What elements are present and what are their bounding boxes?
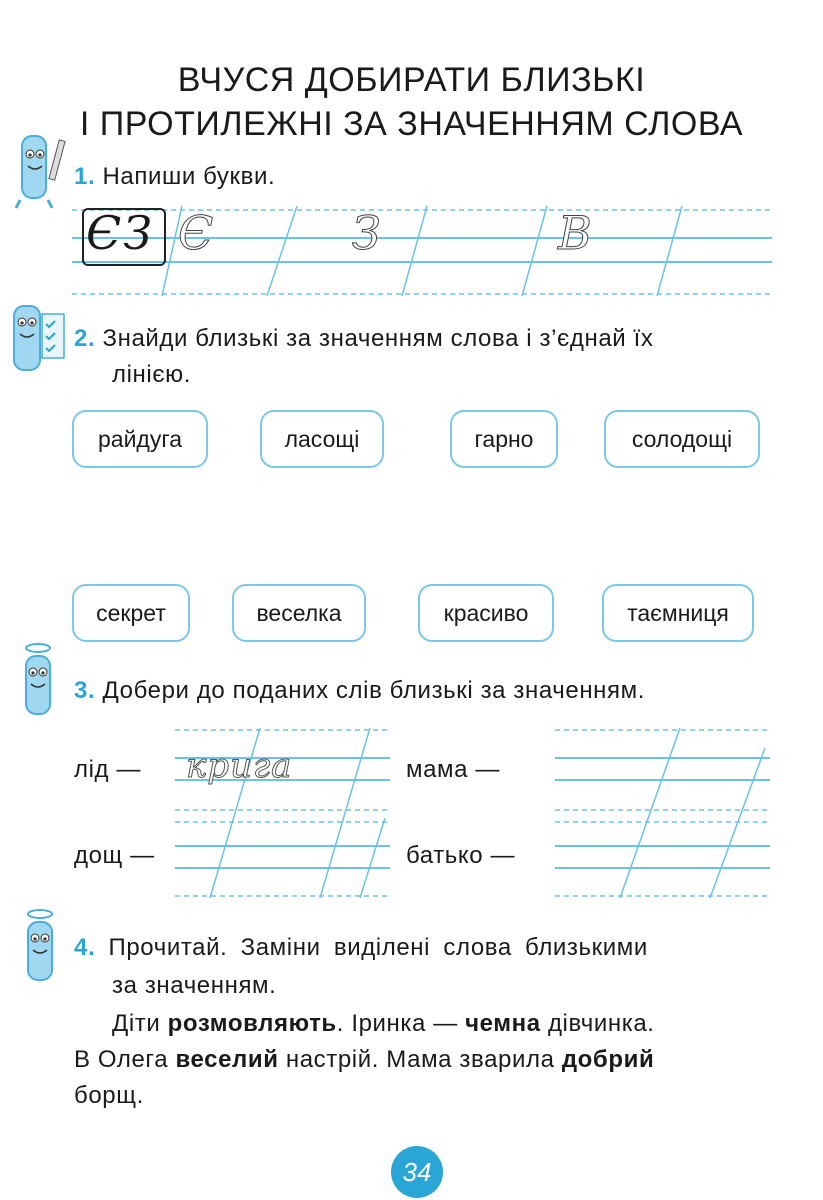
page-title-line2: І ПРОТИЛЕЖНІ ЗА ЗНАЧЕННЯМ СЛОВА [79,105,744,143]
bold-word-1: розмовляють [167,1010,337,1037]
task3-number: 3. [74,677,96,704]
task4-paragraph-line1: Діти розмовляють. Іринка — чемна дівчинка. [112,1010,655,1037]
task1-instruction [74,162,275,192]
task2-text-line1: Знайди близькі за значенням слова і з’єднай їх [102,325,654,352]
word-box-bottom-3[interactable]: красиво [418,584,554,642]
task4-text-line1: Прочитай. Заміни виділені слова близькими [108,934,648,961]
task3-word-1: лід — [74,756,142,783]
task4-number: 4. [74,934,96,961]
task2-text-line2: лінією. [112,361,192,388]
task3-word-2: мама — [406,756,500,783]
task4-paragraph-line3: борщ. [74,1082,144,1109]
word-box-bottom-1[interactable]: секрет [72,584,190,642]
bold-word-2: чемна [465,1010,541,1037]
traced-letter-1: Є [178,206,214,260]
bold-word-4: добрий [561,1046,655,1073]
word-box-top-4[interactable]: солодощі [604,410,760,468]
traced-letter-2: З [352,206,381,260]
bold-word-3: веселий [175,1046,279,1073]
task1-text: Напиши букви. [102,163,276,190]
task3-word-3: дощ — [74,842,155,869]
page-number: 34 [391,1146,443,1198]
mascot-angel-2-icon [18,906,70,990]
word-box-top-1[interactable]: райдуга [72,410,208,468]
mascot-angel-icon [16,640,68,724]
word-box-bottom-2[interactable]: веселка [232,584,366,642]
task2-instruction-line1 [74,324,653,354]
task4-text-line2: за значенням. [112,972,277,999]
task4-instruction-line1 [74,930,648,966]
task3-answer-1: крига [186,746,293,786]
task3-instruction [74,676,645,706]
traced-letter-3: В [558,206,592,260]
mascot-checklist-icon [8,300,70,380]
task3-text: Добери до поданих слів близькі за значенням. [102,677,645,704]
page-title-line1: ВЧУСЯ ДОБИРАТИ БЛИЗЬКІ [177,61,646,99]
mascot-pencil-icon [14,130,70,210]
word-box-top-3[interactable]: гарно [450,410,558,468]
task1-number: 1. [74,163,96,190]
task3-word-4: батько — [406,842,516,869]
word-box-top-2[interactable]: ласощі [260,410,384,468]
task1-writing-lines [72,196,772,306]
task2-number: 2. [74,325,96,352]
task4-paragraph-line2: В Олега веселий настрій. Мама зварила добрий [74,1046,655,1073]
word-box-bottom-4[interactable]: таємниця [602,584,754,642]
sample-letters: ЄЗ [86,206,154,260]
